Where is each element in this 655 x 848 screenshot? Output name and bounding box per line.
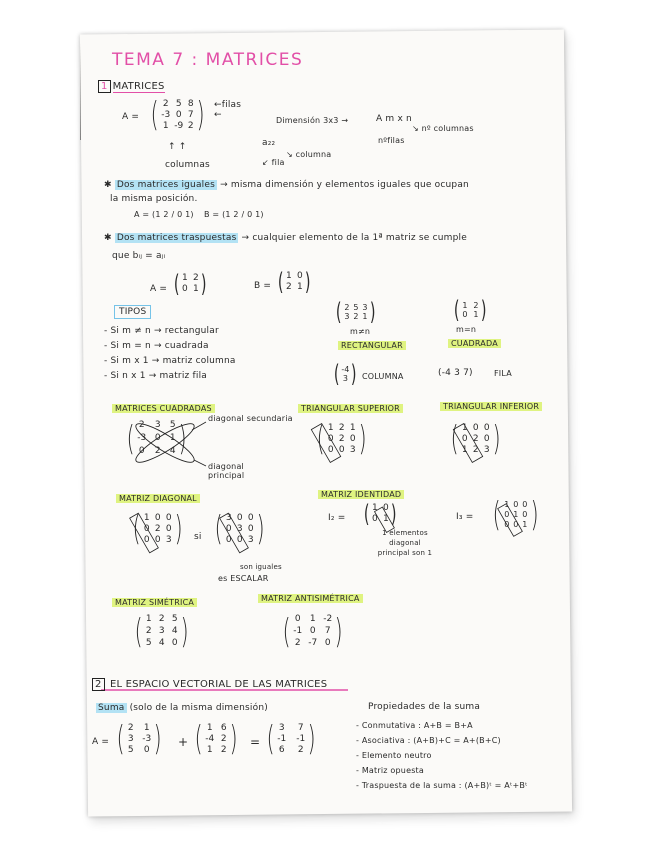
diagonal-si: si	[194, 532, 202, 542]
matrix-cell: 3	[344, 312, 350, 321]
section-2-heading	[92, 678, 327, 691]
matrix-cell: 1	[297, 282, 303, 292]
matrix-cell: 5	[353, 303, 359, 312]
diagonal-heading: MATRIZ DIAGONAL	[116, 494, 200, 503]
matrix-cell: 0	[504, 520, 510, 529]
identidad-heading: MATRIZ IDENTIDAD	[318, 490, 404, 499]
matrix-cell: 5	[171, 614, 178, 624]
matrix-cell: 2	[472, 444, 479, 455]
matrix-a-label: A =	[122, 112, 140, 122]
matrix-cell: 1	[504, 500, 510, 509]
up-arrows: ↑ ↑	[168, 142, 187, 152]
matrix-cell: 1	[193, 284, 199, 294]
matrix-cell: 3	[154, 420, 161, 430]
amxn: A m x n	[376, 114, 412, 124]
tipos-item: - Si m = n → cuadrada	[104, 341, 209, 351]
propiedad-item: - Conmutativa : A+B = B+A	[356, 721, 473, 730]
diag-principal-label: diagonal principal	[208, 462, 245, 480]
matrix-cell: -3	[137, 433, 147, 443]
matrix-cell: -4	[205, 733, 215, 744]
sq-label: CUADRADA	[448, 339, 501, 348]
cuadrada-matrix: ( 2 3 5 -3 0 1 0 2 4 )	[126, 418, 187, 459]
iguales-line2: la misma posición.	[110, 194, 198, 204]
rect-cond: m≠n	[350, 327, 371, 336]
matrix-cell: -1	[296, 733, 306, 744]
matrix-cell: 3	[225, 512, 232, 523]
tipos-item: - Si m x 1 → matriz columna	[104, 356, 236, 366]
suma-plus: +	[178, 735, 189, 749]
iguales-line1: ✱ Dos matrices iguales → misma dimensión y elementos iguales que ocupan	[104, 180, 469, 190]
matrix-a: ( 2 5 8 -3 0 7 1 -9 2 )	[150, 95, 205, 135]
traspuesta-b-matrix: ( 1 0 2 1 )	[277, 268, 311, 296]
tipos-item: - Si n x 1 → matriz fila	[104, 371, 208, 381]
matrix-cell: 0	[372, 514, 378, 524]
fila-label: ↙ fila	[262, 158, 285, 167]
i3-matrix: ( 1 0 0 0 1 0 0 0 1 )	[492, 495, 539, 535]
matrix-cell: 0	[309, 626, 316, 636]
matrix-cell: 0	[327, 444, 334, 455]
matrix-cell: -3	[161, 109, 171, 120]
identidad-note: 1 elementos diagonal principal son 1	[377, 529, 433, 557]
matrix-cell: -1	[277, 733, 287, 744]
cuadradas-heading: MATRICES CUADRADAS	[112, 404, 215, 413]
matrix-cell: 2	[472, 433, 479, 444]
section-title: MATRICES	[112, 81, 165, 92]
traspuesta-a-matrix: ( 1 2 0 1 )	[173, 270, 207, 298]
matrix-cell: 0	[383, 503, 389, 513]
diagonal-note-1: son iguales	[240, 563, 282, 571]
matrix-cell: 2	[294, 638, 301, 648]
matrix-cell: 1	[206, 722, 213, 733]
matrix-cell: 2	[187, 120, 194, 131]
matrix-cell: 1	[461, 444, 468, 455]
matrix-cell: 0	[171, 638, 178, 648]
matrix-cell: 0	[236, 512, 243, 523]
matrix-cell: 1	[145, 614, 152, 624]
matrix-cell: 0	[143, 534, 150, 545]
matrix-cell: 2	[127, 722, 134, 733]
matrix-cell: 0	[522, 500, 528, 509]
matrix-cell: 5	[127, 744, 134, 755]
matrix-cell: 0	[462, 310, 468, 319]
matrix-cell: 0	[483, 433, 490, 444]
matrix-cell: 4	[158, 638, 165, 648]
matrix-cell: 4	[169, 446, 176, 456]
matrix-cell: 0	[294, 614, 301, 624]
matrix-cell: 3	[342, 374, 348, 383]
matrix-cell: 0	[338, 444, 345, 455]
matrix-cell: 0	[165, 512, 172, 523]
matrix-cell: -4	[341, 365, 350, 374]
matrix-cell: 3	[247, 534, 254, 545]
matrix-cell: 1	[383, 514, 389, 524]
simetrica-matrix: ( 1 2 5 2 3 4 5 4 0 )	[134, 611, 189, 652]
matrix-cell: 0	[513, 500, 519, 509]
matrix-cell: 5	[175, 98, 182, 109]
nfilas-label: nºfilas	[378, 136, 405, 145]
matrix-cell: 1	[362, 312, 368, 321]
matrix-cell: 2	[338, 422, 345, 433]
matrix-cell: -1	[293, 626, 303, 636]
triangular-inf-heading: TRIANGULAR INFERIOR	[440, 402, 542, 411]
matrix-cell: 8	[187, 98, 194, 109]
matrix-cell: 0	[483, 422, 490, 433]
section-number: 1	[98, 80, 111, 93]
matrix-cell: 2	[344, 303, 350, 312]
matrix-cell: 0	[297, 271, 303, 281]
matrix-cell: 3	[278, 722, 285, 733]
dimension-text: Dimensión 3x3 →	[276, 116, 349, 125]
matrix-cell: 2	[338, 433, 345, 444]
matrix-cell: 2	[473, 301, 479, 310]
matrix-cell: 7	[297, 722, 304, 733]
matrix-cell: 0	[522, 510, 528, 519]
suma-matrix-2: ( 1 6 -4 2 1 2 )	[194, 719, 238, 759]
matrix-cell: 0	[225, 534, 232, 545]
suma-matrix-3: ( 3 7 -1 -1 6 2 )	[266, 719, 316, 759]
matrix-cell: 3	[349, 444, 356, 455]
matrix-cell: 6	[220, 722, 227, 733]
antisimetrica-heading: MATRIZ ANTISIMÉTRICA	[258, 594, 363, 603]
suma-matrix-1: ( 2 1 3 -3 5 0 )	[116, 719, 162, 759]
matrix-cell: 0	[349, 433, 356, 444]
row-label: FILA	[494, 369, 512, 378]
iguales-example-b: B = (1 2 / 0 1)	[204, 210, 264, 219]
rect-matrix: ( 2 5 3 3 2 1 )	[335, 298, 376, 326]
matrix-cell: 0	[154, 534, 161, 545]
traspuesta-a-label: A =	[150, 284, 168, 294]
propiedad-item: - Matriz opuesta	[356, 766, 424, 775]
filas-arrow: ←	[214, 110, 222, 120]
matrix-cell: 7	[324, 626, 331, 636]
simetrica-heading: MATRIZ SIMÉTRICA	[112, 598, 197, 607]
matrix-cell: -2	[323, 614, 333, 624]
page-title: TEMA 7 : MATRICES	[112, 50, 304, 70]
matrix-cell: 1	[286, 271, 292, 281]
col-matrix: ( -4 3 )	[333, 360, 357, 388]
matrix-cell: 2	[138, 420, 145, 430]
section-2-title: EL ESPACIO VECTORIAL DE LAS MATRICES	[109, 679, 328, 690]
triangular-sup-matrix: ( 1 2 1 0 2 0 0 0 3 )	[316, 419, 367, 459]
filas-label: ←filas	[214, 100, 242, 110]
triangular-sup-heading: TRIANGULAR SUPERIOR	[298, 404, 403, 413]
matrix-cell: -9	[174, 120, 184, 131]
i2-label: I₂ =	[328, 513, 346, 523]
matrix-cell: 3	[236, 523, 243, 534]
propiedades-heading: Propiedades de la suma	[368, 702, 481, 712]
matrix-cell: 1	[169, 433, 176, 443]
matrix-cell: 1	[143, 512, 150, 523]
propiedad-item: - Traspuesta de la suma : (A+B)ᵗ = Aᵗ+Bᵗ	[356, 781, 528, 790]
diagonal-note-2: es ESCALAR	[218, 574, 269, 583]
matrix-cell: 3	[362, 303, 368, 312]
matrix-cell: 2	[154, 446, 161, 456]
matrix-cell: 5	[169, 420, 176, 430]
matrix-cell: 2	[220, 744, 227, 755]
matrix-cell: 2	[154, 523, 161, 534]
matrix-cell: 0	[165, 523, 172, 534]
suma-heading: Suma (solo de la misma dimensión)	[98, 703, 268, 713]
section-2-number: 2	[92, 678, 105, 691]
matrix-cell: 0	[324, 638, 331, 648]
matrix-cell: 2	[286, 282, 292, 292]
matrix-cell: 0	[513, 520, 519, 529]
matrix-cell: 0	[247, 512, 254, 523]
matrix-cell: 0	[236, 534, 243, 545]
diagonal-matrix-1: ( 1 0 0 0 2 0 0 0 3 )	[132, 509, 183, 549]
columnas-label: columnas	[165, 160, 210, 170]
columna-label: ↘ columna	[286, 150, 332, 159]
propiedad-item: - Elemento neutro	[356, 751, 432, 760]
tipos-item: - Si m ≠ n → rectangular	[104, 326, 219, 336]
matrix-cell: 1	[462, 301, 468, 310]
matrix-cell: 2	[145, 626, 152, 636]
suma-a-label: A =	[92, 737, 110, 747]
matrix-cell: 1	[473, 310, 479, 319]
iguales-example-a: A = (1 2 / 0 1)	[134, 210, 194, 219]
matrix-cell: 2	[297, 744, 304, 755]
tipos-heading: TIPOS	[114, 307, 151, 317]
matrix-cell: 0	[182, 284, 188, 294]
matrix-cell: 4	[171, 626, 178, 636]
matrix-cell: 0	[247, 523, 254, 534]
matrix-cell: 1	[206, 744, 213, 755]
ncolumnas-label: ↘ nº columnas	[412, 124, 474, 133]
matrix-cell: 0	[175, 109, 182, 120]
matrix-cell: 3	[127, 733, 134, 744]
matrix-cell: 0	[504, 510, 510, 519]
matrix-cell: 1	[182, 273, 188, 283]
matrix-cell: 1	[349, 422, 356, 433]
a22-label: a₂₂	[262, 138, 276, 148]
matrix-cell: 1	[513, 510, 519, 519]
matrix-cell: 2	[158, 614, 165, 624]
matrix-cell: 1	[309, 614, 316, 624]
antisimetrica-matrix: ( 0 1 -2 -1 0 7 2 -7 0 )	[282, 611, 343, 652]
matrix-cell: 0	[225, 523, 232, 534]
matrix-cell: 7	[187, 109, 194, 120]
triangular-inf-matrix: ( 1 0 0 0 2 0 1 2 3 )	[450, 419, 501, 459]
matrix-cell: 2	[162, 98, 169, 109]
matrix-cell: 2	[220, 733, 227, 744]
matrix-cell: 5	[145, 638, 152, 648]
matrix-cell: 0	[472, 422, 479, 433]
matrix-cell: 2	[353, 312, 359, 321]
diagonal-matrix-2: ( 3 0 0 0 3 0 0 0 3 )	[214, 509, 265, 549]
matrix-cell: 1	[522, 520, 528, 529]
propiedad-item: - Asociativa : (A+B)+C = A+(B+C)	[356, 736, 501, 745]
matrix-cell: -3	[142, 733, 152, 744]
traspuestas-line2: que bᵢⱼ = aⱼᵢ	[112, 251, 166, 261]
matrix-cell: 0	[143, 744, 150, 755]
sq-matrix: ( 1 2 0 1 )	[453, 296, 487, 324]
matrix-cell: 0	[143, 523, 150, 534]
matrix-cell: 0	[461, 433, 468, 444]
i3-label: I₃ =	[456, 512, 474, 522]
matrix-cell: 1	[461, 422, 468, 433]
matrix-cell: 2	[193, 273, 199, 283]
matrix-cell: 3	[158, 626, 165, 636]
matrix-cell: 1	[143, 722, 150, 733]
matrix-cell: 0	[327, 433, 334, 444]
rect-label: RECTANGULAR	[338, 341, 406, 350]
col-label: COLUMNA	[362, 372, 404, 381]
matrix-cell: 6	[278, 744, 285, 755]
suma-equals: =	[250, 735, 261, 749]
sq-cond: m=n	[456, 325, 477, 334]
matrix-cell: 1	[162, 120, 169, 131]
matrix-cell: 1	[372, 503, 378, 513]
diag-secundaria-label: diagonal secundaria	[208, 414, 293, 423]
traspuesta-b-label: B =	[254, 281, 272, 291]
matrix-cell: 0	[154, 433, 161, 443]
traspuestas-line1: ✱ Dos matrices traspuestas → cualquier elemento de la 1ª matriz se cumple	[104, 233, 467, 243]
matrix-cell: 0	[154, 512, 161, 523]
matrix-cell: 3	[483, 444, 490, 455]
matrix-cell: 1	[327, 422, 334, 433]
row-matrix: (-4 3 7)	[438, 368, 473, 378]
matrix-cell: -7	[308, 638, 318, 648]
i2-matrix: ( 1 0 0 1 )	[363, 500, 397, 528]
matrix-cell: 3	[165, 534, 172, 545]
matrix-cell: 0	[138, 446, 145, 456]
